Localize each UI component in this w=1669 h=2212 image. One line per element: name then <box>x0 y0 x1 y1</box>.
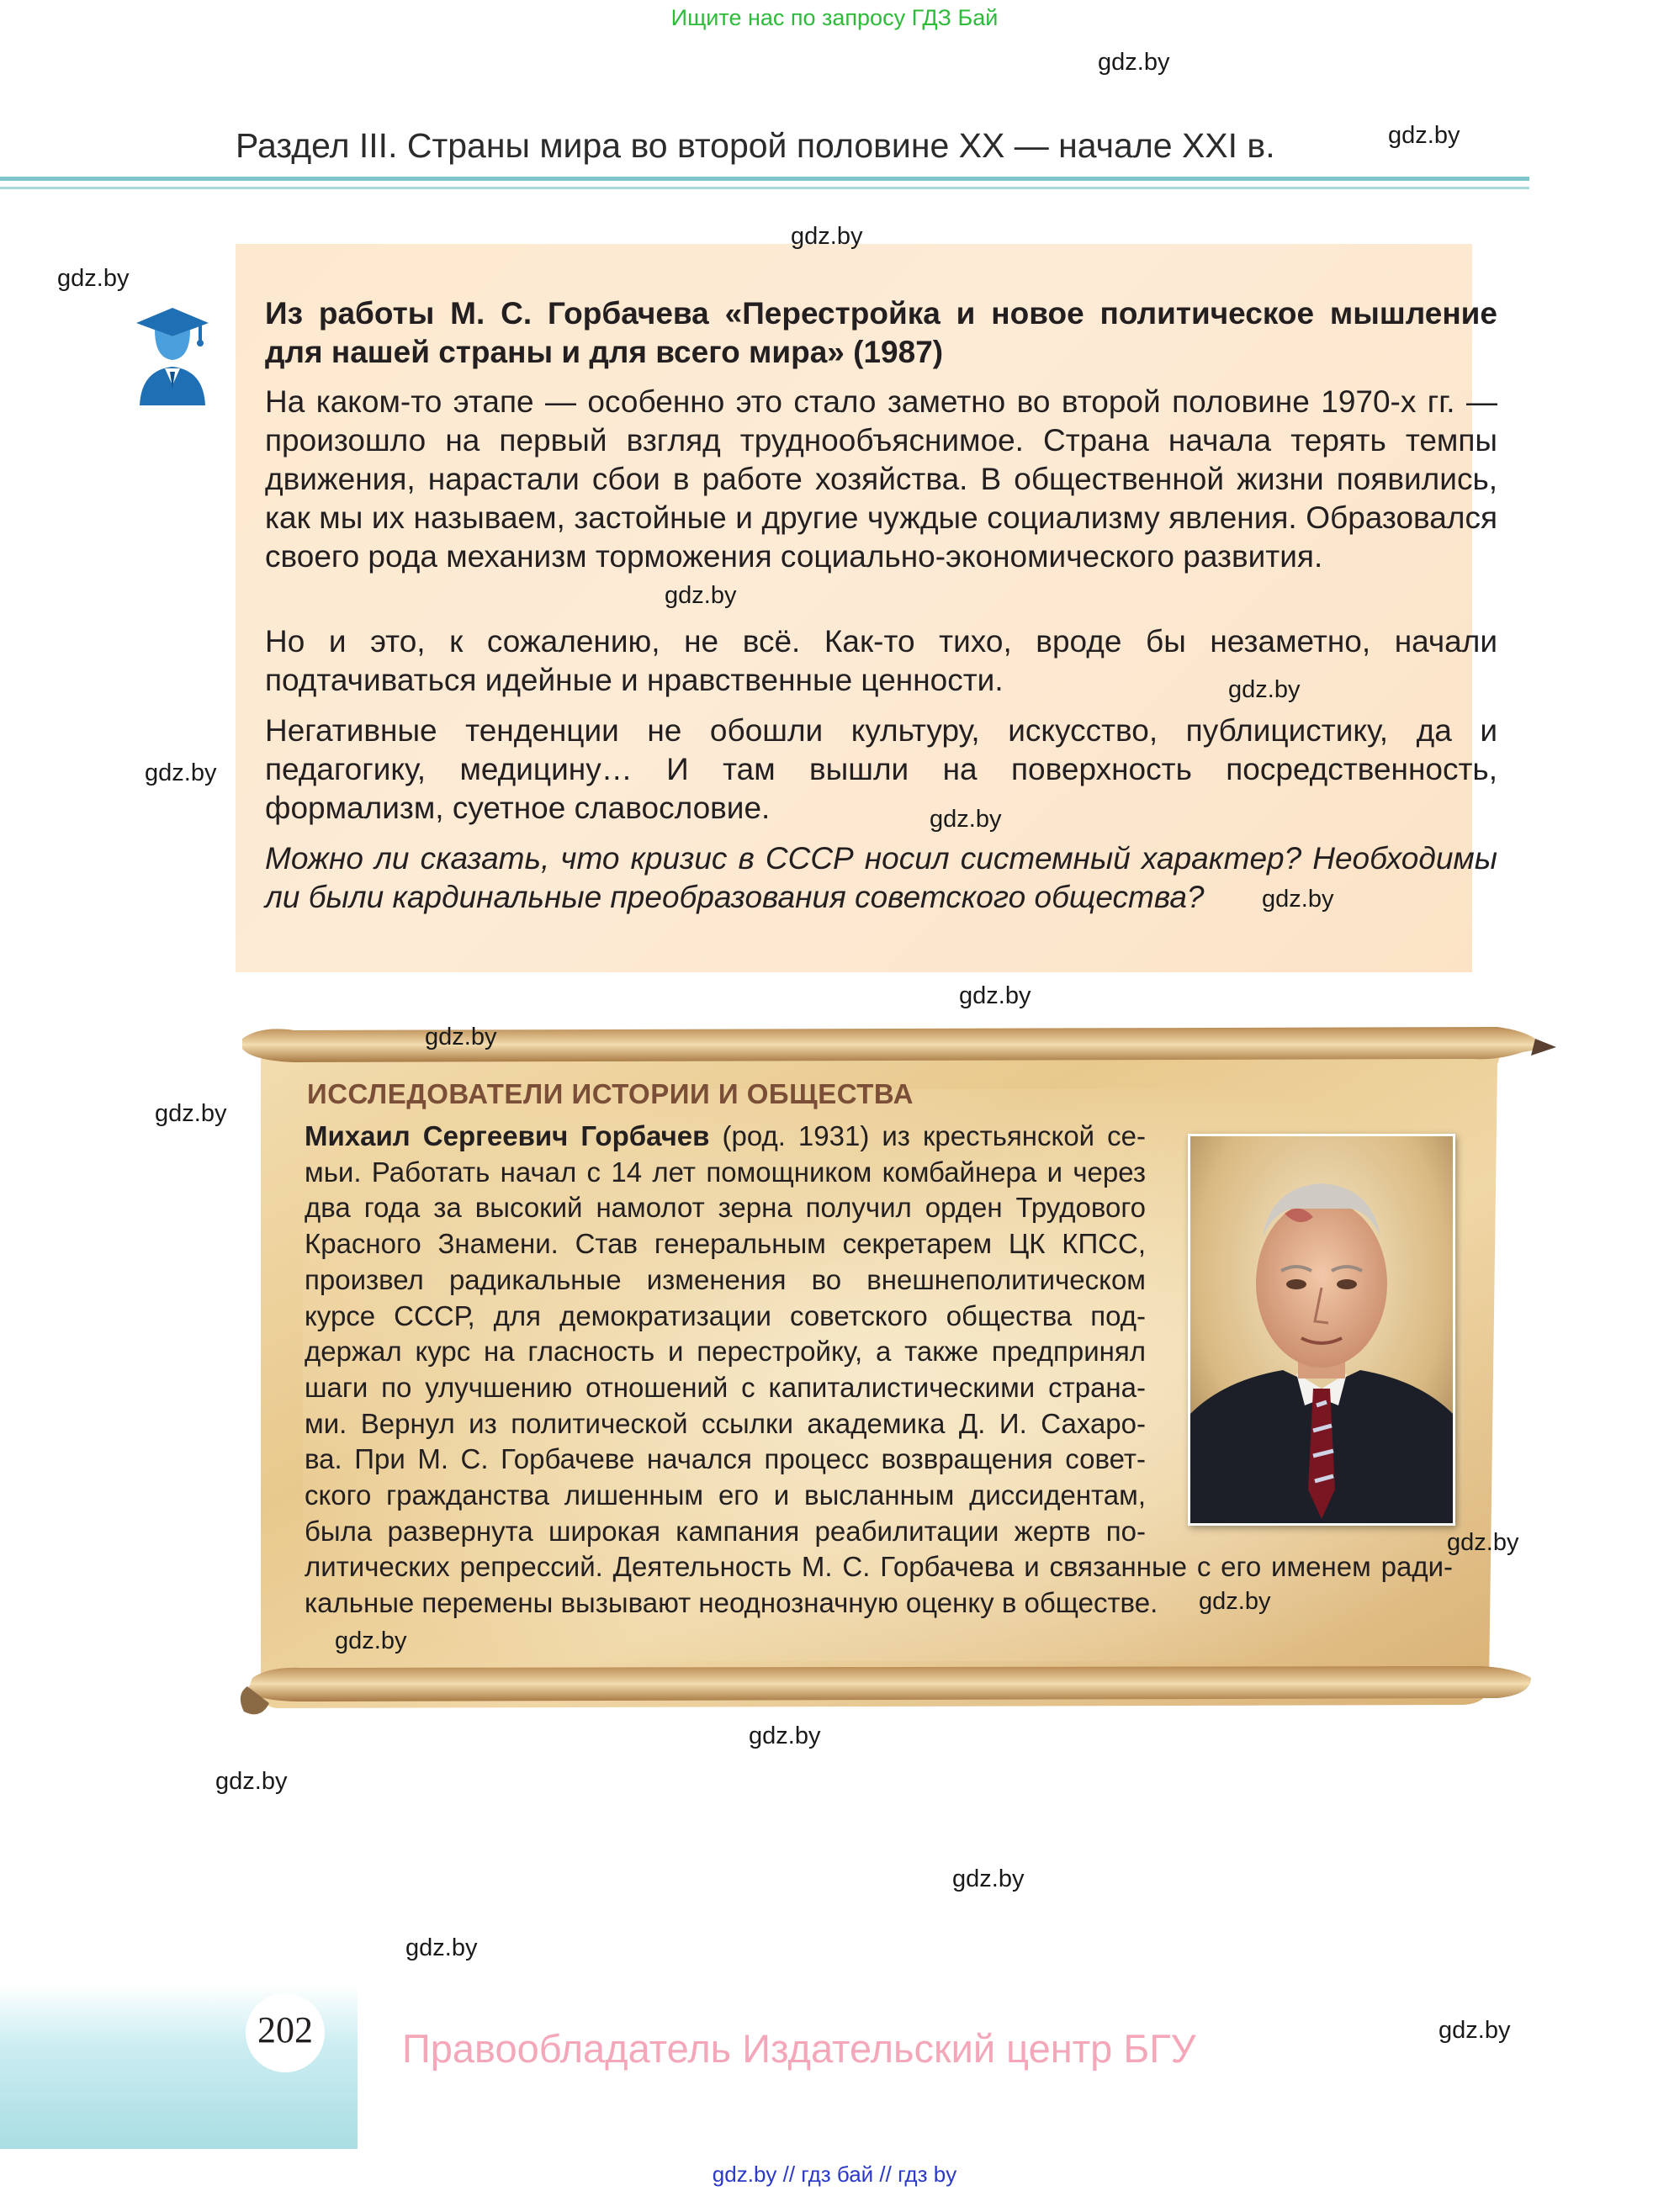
watermark: gdz.by <box>1388 122 1460 149</box>
watermark: gdz.by <box>930 806 1002 833</box>
watermark: gdz.by <box>1098 49 1170 76</box>
bio-line: шаги по улучшению отношений с капиталистическими страна- <box>305 1371 1146 1403</box>
person-name: Михаил Сергеевич Горбачев <box>305 1120 710 1151</box>
bio-line-text: (род. 1931) из крестьянской се- <box>709 1120 1146 1151</box>
watermark: gdz.by <box>1228 676 1301 703</box>
source-paragraph: Негативные тенденции не обошли культуру, искусство, публицистику, да и педагогику, медицину… И там вышли на поверхность посредственность, формализм, суетное славословие. <box>265 713 1497 825</box>
bio-line: литических репрессий. Деятельность М. С. Горбачева и связанные с его именем ради- <box>305 1551 1453 1583</box>
watermark: gdz.by <box>1447 1529 1519 1556</box>
source-question: Можно ли сказать, что кризис в СССР носил системный характер? Необходимы ли были кардинальные преобразования советского общества? <box>265 841 1497 914</box>
copyright-text: Правообладатель Издательский центр БГУ <box>402 2026 1196 2071</box>
watermark: gdz.by <box>791 223 863 250</box>
bio-line: кальные перемены вызывают неоднозначную оценку в обществе. <box>305 1587 1158 1619</box>
bio-line: мьи. Работать начал с 14 лет помощником комбайнера и через <box>305 1156 1146 1188</box>
bio-line: держал курс на гласность и перестройку, а также предпринял <box>305 1336 1146 1368</box>
section-title: Раздел III. Страны мира во второй половине XX — начале XXI в. <box>236 126 1275 165</box>
bio-line: ми. Вернул из политической ссылки академика Д. И. Сахаро- <box>305 1407 1146 1439</box>
watermark: gdz.by <box>155 1100 227 1127</box>
watermark: gdz.by <box>665 582 737 609</box>
watermark: gdz.by <box>335 1627 407 1654</box>
source-title: Из работы М. С. Горбачева «Перестройка и новое политическое мышление для нашей страны и для всего мира» (1987) <box>265 296 1497 369</box>
top-banner[interactable]: Ищите нас по запросу ГДЗ Бай <box>670 5 999 30</box>
header-rule-thin <box>0 187 1529 189</box>
watermark: gdz.by <box>1262 886 1334 913</box>
watermark: gdz.by <box>1199 1588 1271 1615</box>
bottom-links[interactable]: gdz.by // гдз бай // гдз by <box>712 2162 957 2187</box>
research-heading: ИССЛЕДОВАТЕЛИ ИСТОРИИ И ОБЩЕСТВА <box>307 1078 914 1109</box>
watermark: gdz.by <box>405 1934 478 1961</box>
watermark: gdz.by <box>145 759 217 786</box>
bio-line: два года за высокий намолот зерна получил орден Трудового <box>305 1192 1146 1224</box>
page-number: 202 <box>257 2009 313 2051</box>
bio-line: ва. При М. С. Горбачеве начался процесс возвращения совет- <box>305 1443 1146 1475</box>
watermark: gdz.by <box>749 1723 821 1749</box>
portrait-photo <box>1188 1134 1455 1526</box>
bio-line: курсе СССР, для демократизации советского общества под- <box>305 1299 1146 1331</box>
watermark: gdz.by <box>959 982 1031 1009</box>
watermark: gdz.by <box>1439 2017 1511 2044</box>
watermark: gdz.by <box>952 1865 1025 1892</box>
bio-line <box>305 1119 1146 1155</box>
watermark: gdz.by <box>215 1768 288 1795</box>
bio-line: произвел радикальные изменения во внешнеполитическом <box>305 1263 1146 1295</box>
watermark: gdz.by <box>425 1024 497 1050</box>
header-rule <box>0 177 1529 181</box>
watermark: gdz.by <box>57 265 130 292</box>
bio-line: ского гражданства лишенным его и высланным диссидентам, <box>305 1479 1146 1511</box>
bio-line: Красного Знамени. Став генеральным секретарем ЦК КПСС, <box>305 1228 1146 1260</box>
scholar-icon <box>135 304 210 405</box>
source-paragraph: На каком-то этапе — особенно это стало заметно во второй половине 1970-х гг. — произошло на первый взгляд труднообъяснимое. Страна начала терять темпы движения, нарастали сбои в работе хозяйства. В общественной жизни появились, как мы их называем, застойные и другие чуждые социализму явления. Образовался своего рода механизм торможения социально-экономического развития. <box>265 384 1497 574</box>
bio-line: была развернута широкая кампания реабилитации жертв по- <box>305 1515 1146 1547</box>
source-paragraph: Но и это, к сожалению, не всё. Как-то тихо, вроде бы незаметно, начали подтачиваться идейные и нравственные ценности. <box>265 624 1497 697</box>
